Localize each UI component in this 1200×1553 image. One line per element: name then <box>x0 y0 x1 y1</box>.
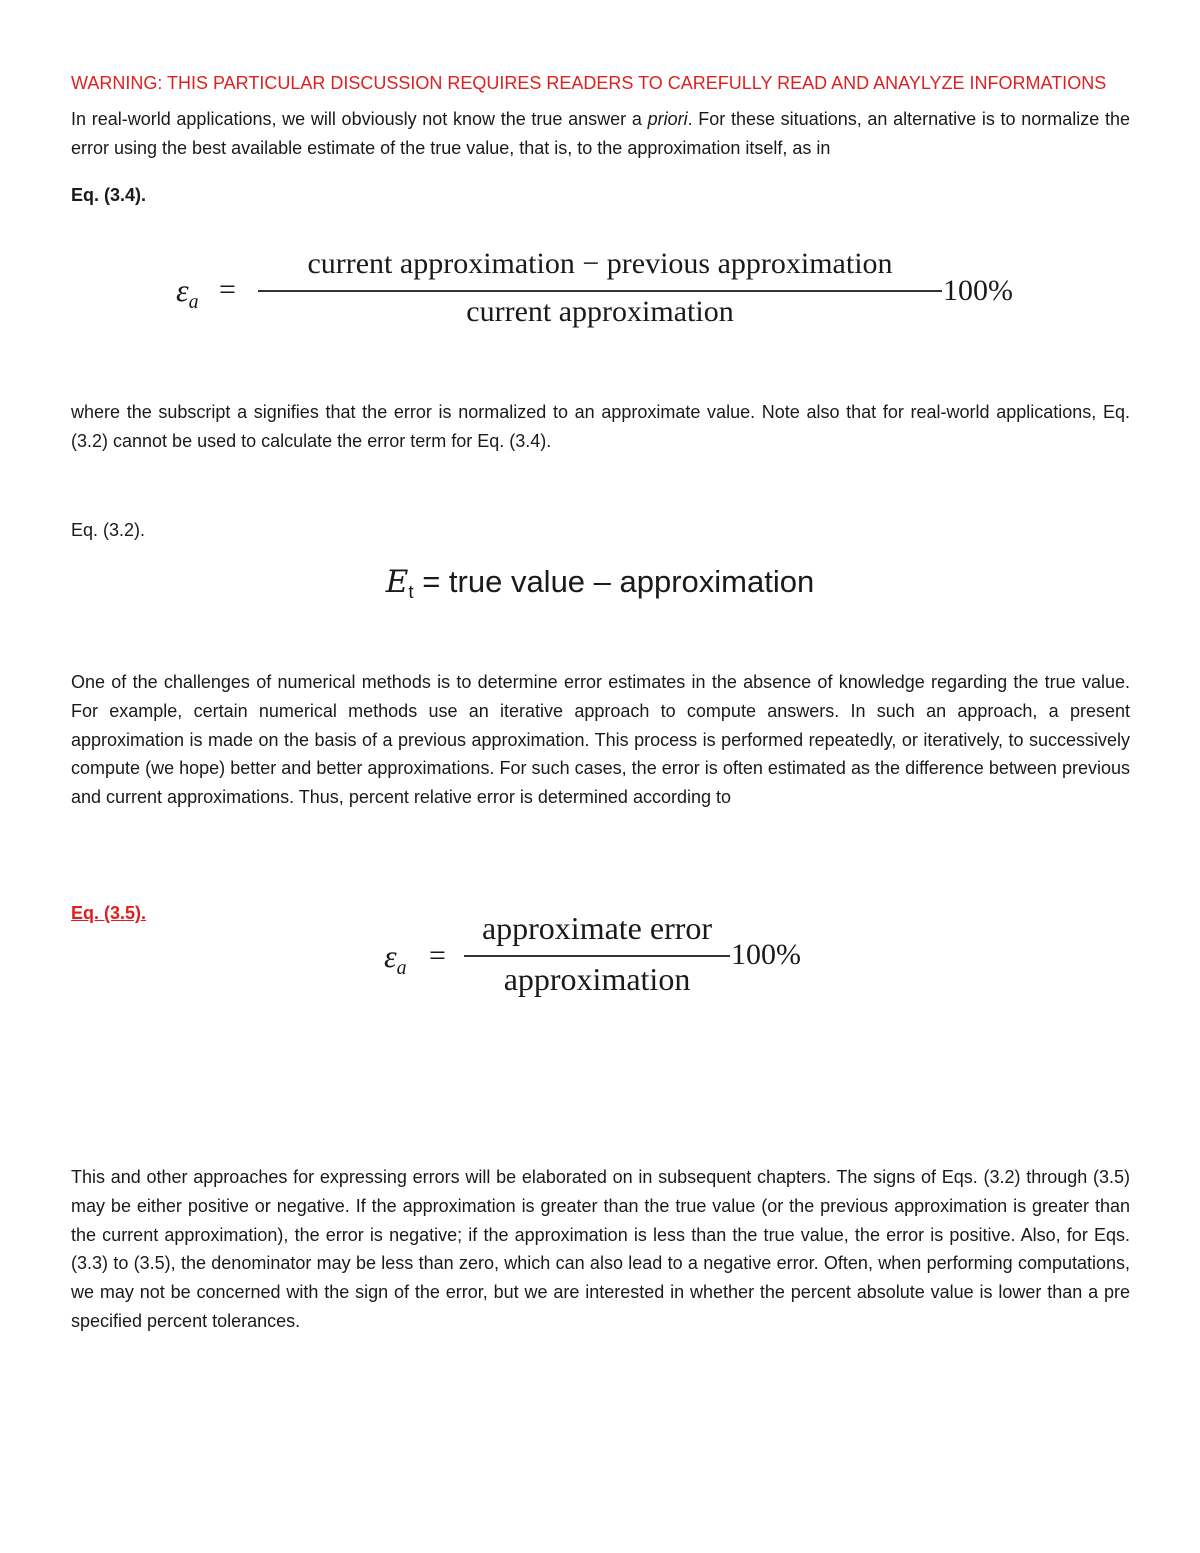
eq34-subscript: a <box>188 290 199 313</box>
eq34-epsilon: ε <box>176 272 189 308</box>
eq32-equation <box>0 562 1200 606</box>
eq34-lhs <box>176 272 199 313</box>
eq35-denominator: approximation <box>503 961 691 997</box>
eq35-epsilon: ε <box>384 938 397 974</box>
eq34-equals: = <box>219 273 236 306</box>
challenges-paragraph: One of the challenges of numerical methods is to determine error estimates in the absence of knowledge regarding the true value. For example, certain numerical methods use an iterative approach to compute answers. In such an approach, a present approximation is made on the basis of a previous approximation. This process is performed repeatedly, or iteratively, to successively compute (we hope) better and better approximations. For such cases, the error is often estimated as the difference between previous and current approximations. Thus, percent relative error is determined according to <box>71 672 1130 808</box>
warning-banner: WARNING: THIS PARTICULAR DISCUSSION REQUIRES READERS TO CAREFULLY READ AND ANAYLYZE INFORMATIONS <box>71 73 1107 93</box>
eq35-fraction <box>464 909 730 947</box>
intro-italic-term: priori <box>647 109 688 129</box>
eq35-equals: = <box>429 939 446 972</box>
intro-text-before: In real-world applications, we will obviously not know the true answer a <box>71 109 648 129</box>
eq32-symbol: E <box>385 564 409 600</box>
eq35-fraction-bar <box>464 955 730 957</box>
intro-text-after: . For these situations, an alternative is to normalize the error using the best available estimate of the true value, that is, to the approximation itself, as in <box>71 109 1131 158</box>
eq34-numerator: current approximation − previous approximation <box>307 247 893 280</box>
signs-paragraph: This and other approaches for expressing errors will be elaborated on in subsequent chapters. The signs of Eqs. (3.2) through (3.5) may be either positive or negative. If the approximation is greater than the true value (or the previous approximation is greater than the current approximation), the error is negative; if the approximation is less than the true value, the error is positive. Also, for Eqs. (3.3) to (3.5), the denominator may be less than zero, which can also lead to a negative error. Often, when performing computations, we may not be concerned with the sign of the error, but we are interested in whether the percent absolute value is lower than a pre specified percent tolerances. <box>71 1167 1130 1331</box>
eq34-denominator: current approximation <box>466 295 734 328</box>
eq35-subscript: a <box>396 956 407 979</box>
where-paragraph: where the subscript a signifies that the error is normalized to an approximate value. Note also that for real-world applications, Eq. (3.2) cannot be used to calculate the error term for Eq. (3.4). <box>71 402 1130 451</box>
eq35-factor: 100% <box>731 938 801 971</box>
eq32-subscript: t <box>408 580 414 602</box>
eq35-lhs <box>384 938 407 979</box>
eq35-denominator-wrap <box>464 960 730 998</box>
eq32-rhs: = true value – approximation <box>413 564 815 599</box>
eq34-fraction <box>258 246 942 282</box>
eq34-factor: 100% <box>943 274 1013 307</box>
intro-paragraph <box>71 105 1130 163</box>
eq35-label: Eq. (3.5). <box>71 903 147 923</box>
eq34-denominator-wrap <box>258 294 942 330</box>
eq32-label: Eq. (3.2). <box>71 520 146 540</box>
eq35-numerator: approximate error <box>481 910 713 946</box>
eq34-fraction-bar <box>258 290 942 292</box>
eq34-label: Eq. (3.4). <box>71 185 147 205</box>
